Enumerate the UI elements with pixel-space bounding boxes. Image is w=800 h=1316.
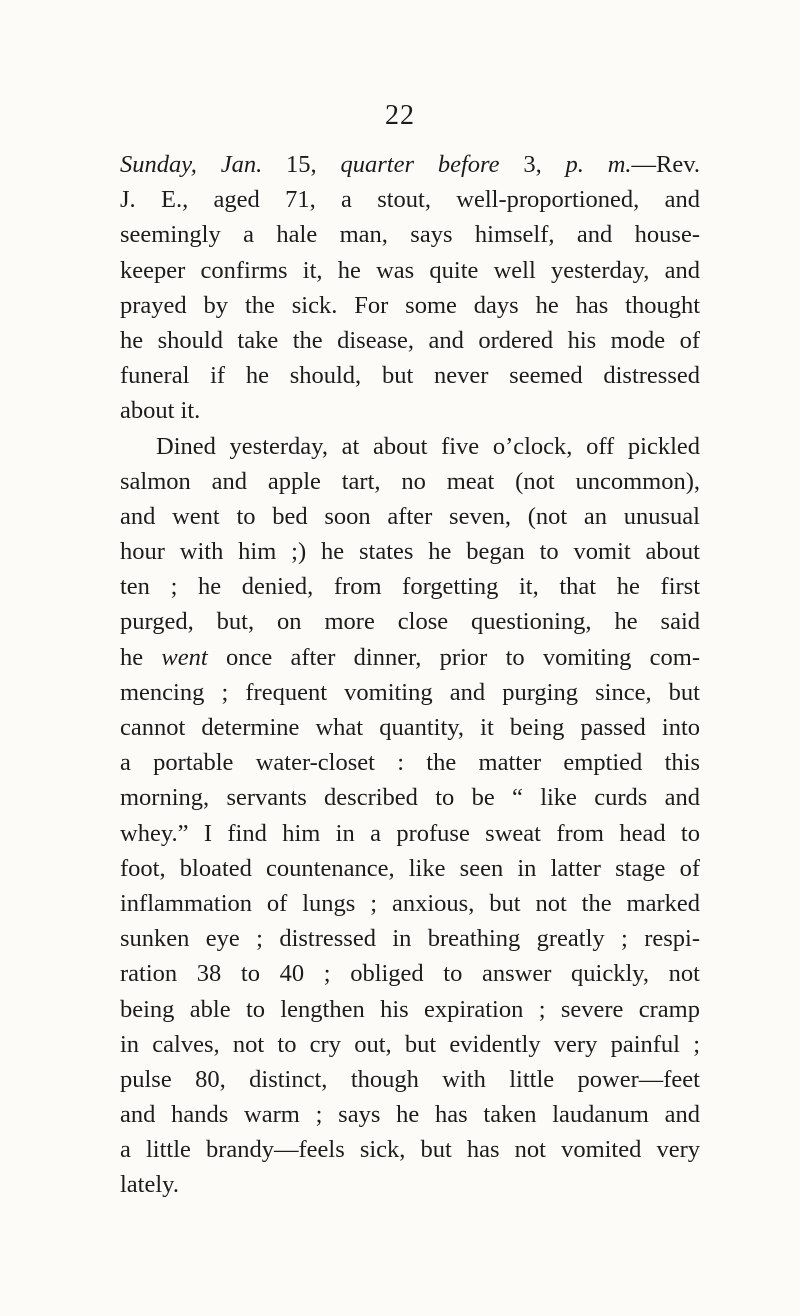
text-run: he (120, 643, 162, 671)
text-line (120, 253, 700, 288)
text-line (120, 851, 700, 886)
text-run: seemingly a hale man, says himself, and house- (120, 221, 700, 249)
text-run: ration 38 to 40 ; obliged to answer quickly, not (120, 960, 700, 988)
page-number: 22 (385, 100, 415, 131)
text-run: whey.” I find him in a profuse sweat from head to (120, 819, 700, 847)
text-line (120, 1027, 700, 1062)
text-line (120, 182, 700, 217)
text-run: foot, bloated countenance, like seen in latter stage of (120, 854, 700, 882)
text-run (197, 151, 221, 178)
text-line (120, 358, 700, 393)
text-line (120, 499, 700, 534)
text-run: once after dinner, prior to vomiting com- (207, 643, 700, 671)
text-run: 3, (499, 151, 566, 178)
text-run: J. E., aged 71, a stout, well-proportioned, and (120, 186, 700, 214)
text-run: being able to lengthen his expiration ; severe cramp (120, 995, 700, 1023)
text-line (120, 921, 700, 956)
body-text (120, 147, 700, 1203)
text-line (120, 147, 700, 182)
text-run: lately. (120, 1171, 179, 1199)
text-run: he should take the disease, and ordered his mode of (120, 326, 700, 354)
text-run: hour with him ;) he states he began to vomit about (120, 538, 700, 566)
text-line (120, 323, 700, 358)
text-run: and went to bed soon after seven, (not an unusual (120, 502, 700, 530)
text-line (120, 780, 700, 815)
text-run: pulse 80, distinct, though with little power—feet (120, 1065, 700, 1093)
text-line (120, 604, 700, 639)
text-line (120, 675, 700, 710)
italic-text: went (161, 643, 208, 671)
text-line (120, 745, 700, 780)
text-run: keeper confirms it, he was quite well yesterday, and (120, 256, 700, 284)
text-run: salmon and apple tart, no meat (not uncommon), (120, 467, 700, 495)
text-line (120, 956, 700, 991)
italic-text: quarter before (340, 151, 500, 178)
text-line (120, 217, 700, 252)
text-run: a portable water-closet : the matter emptied this (120, 749, 700, 777)
text-run: sunken eye ; distressed in breathing greatly ; respi- (120, 925, 700, 953)
text-run: prayed by the sick. For some days he has thought (120, 291, 700, 319)
text-line (120, 569, 700, 604)
text-line (120, 288, 700, 323)
text-line (120, 640, 700, 675)
text-line (120, 1097, 700, 1132)
text-line (120, 1062, 700, 1097)
text-run: Dined yesterday, at about five o’clock, off pickled (156, 432, 700, 460)
text-run: in calves, not to cry out, but evidently very painful ; (120, 1030, 700, 1058)
italic-text: p. m. (565, 151, 632, 178)
text-line (120, 464, 700, 499)
italic-text: Sunday, (120, 151, 197, 178)
text-line (120, 429, 700, 464)
text-run: ten ; he denied, from forgetting it, that he first (120, 573, 700, 601)
paragraph (120, 429, 700, 1203)
text-run: 15, (262, 151, 341, 178)
text-line (120, 393, 700, 428)
text-run: cannot determine what quantity, it being passed into (120, 714, 700, 741)
paragraph (120, 147, 700, 429)
text-run: purged, but, on more close questioning, he said (120, 608, 700, 636)
text-run: a little brandy—feels sick, but has not vomited very (120, 1136, 700, 1164)
text-run: about it. (120, 397, 201, 425)
text-run: inflammation of lungs ; anxious, but not the marked (120, 889, 700, 917)
text-run: funeral if he should, but never seemed distressed (120, 362, 700, 390)
text-line (120, 710, 700, 745)
text-run: mencing ; frequent vomiting and purging since, but (120, 678, 700, 706)
text-run: —Rev. (631, 151, 701, 178)
text-run: and hands warm ; says he has taken laudanum and (120, 1101, 700, 1129)
text-line (120, 992, 700, 1027)
text-line (120, 534, 700, 569)
italic-text: Jan. (220, 151, 263, 178)
text-line (120, 816, 700, 851)
text-run: morning, servants described to be “ like curds and (120, 784, 700, 812)
text-line (120, 886, 700, 921)
text-line (120, 1167, 700, 1202)
text-line (120, 1132, 700, 1167)
